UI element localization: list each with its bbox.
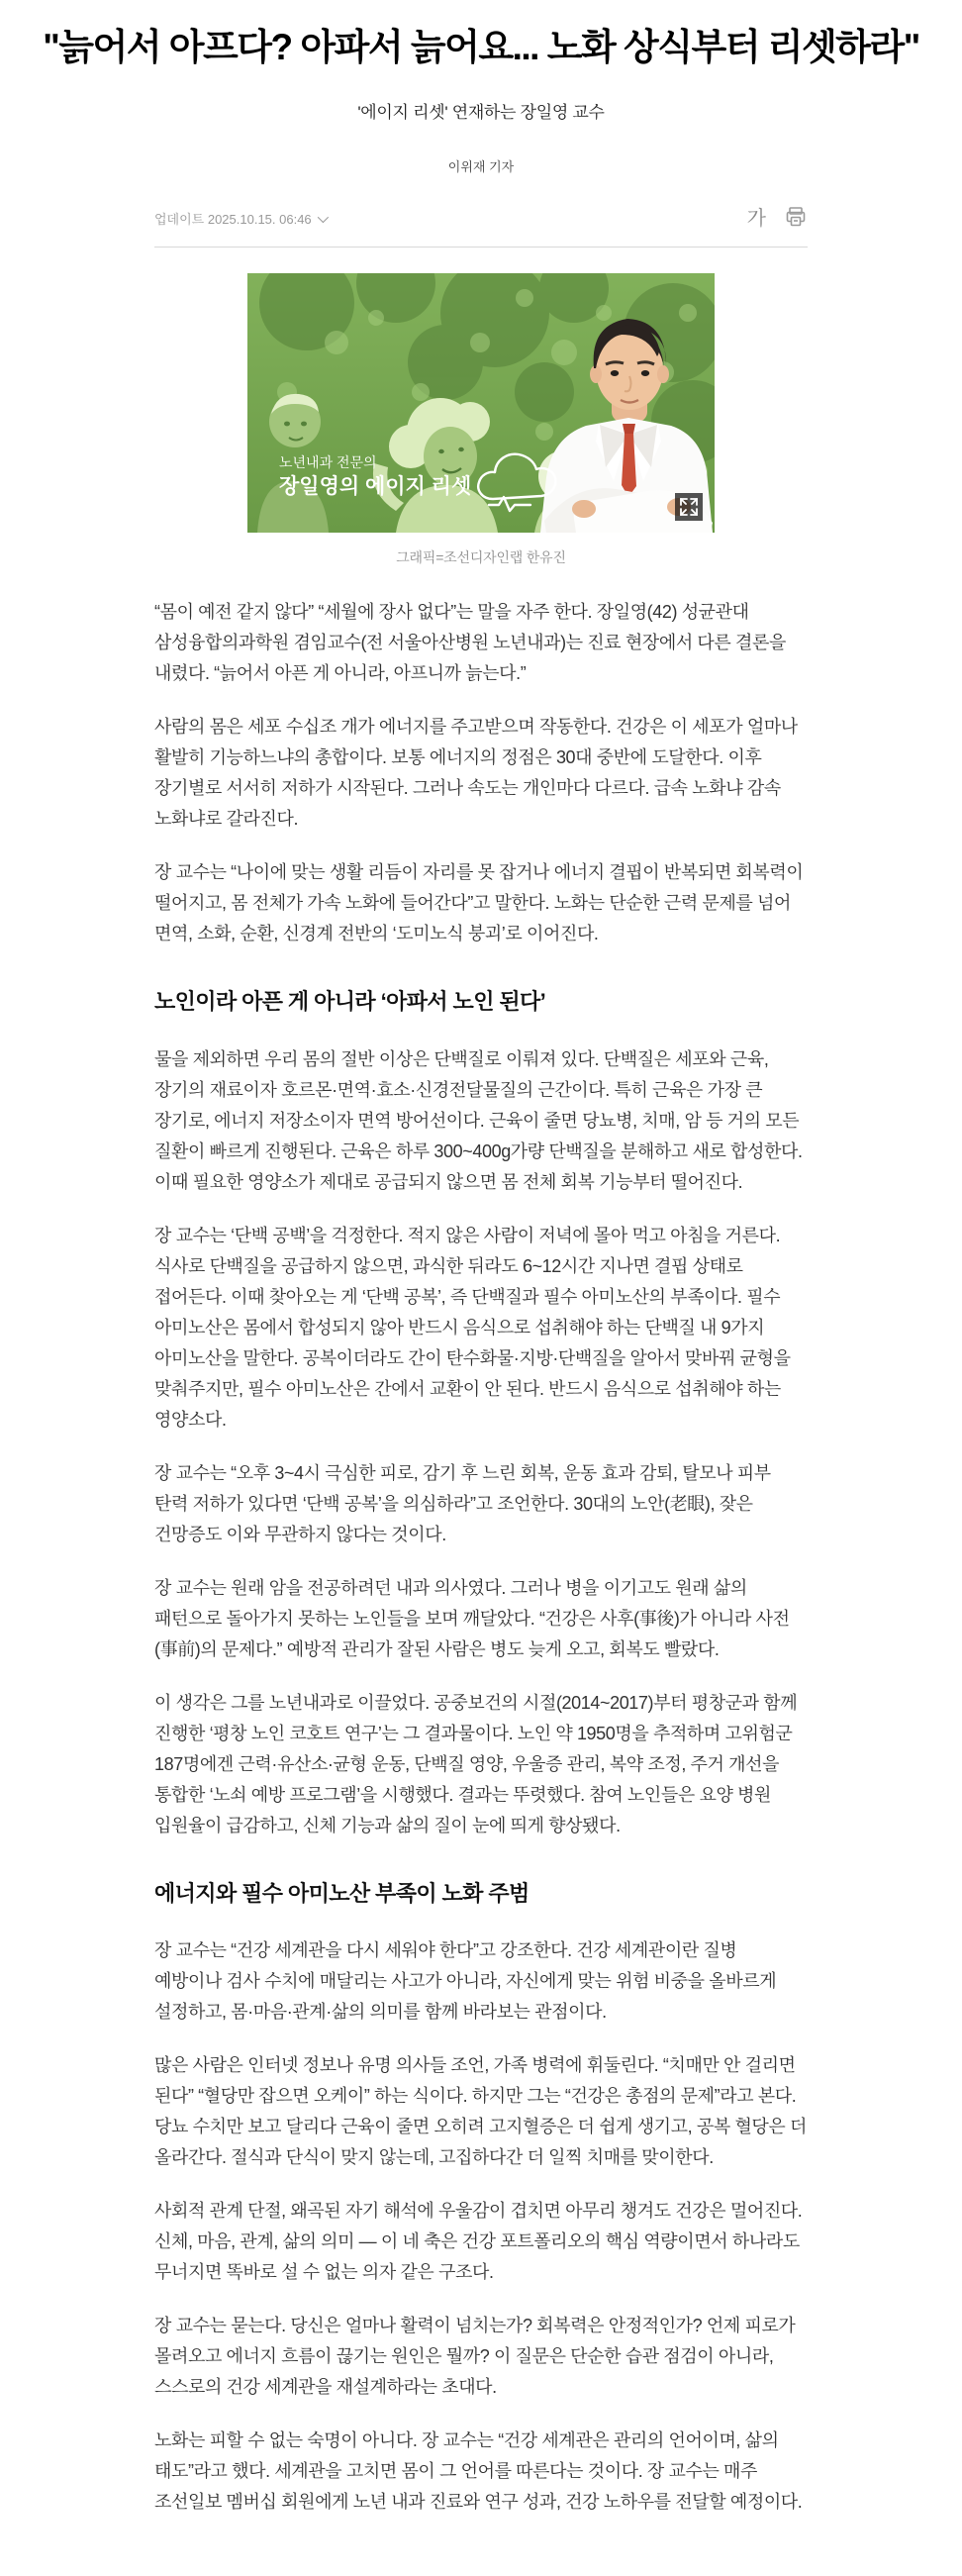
article-meta-row	[154, 205, 808, 248]
paragraph: “몸이 예전 같지 않다” “세월에 장사 없다”는 말을 자주 한다. 장일영(42) 성균관대 삼성융합의과학원 겸임교수(전 서울아산병원 노년내과)는 진료 현장에서 다른 결론을 내렸다. “늙어서 아픈 게 아니라, 아프니까 늙는다.”	[154, 601, 786, 683]
paragraph: 장 교수는 ‘단백 공백’을 걱정한다. 적지 않은 사람이 저녁에 몰아 먹고 아침을 거른다. 식사로 단백질을 공급하지 않으면, 과식한 뒤라도 6~12시간 지나면 결핍 상태로 접어든다. 이때 찾아오는 게 ‘단백 공복’, 즉 단백질과 필수 아미노산의 부족이다. 필수 아미노산은 몸에서 합성되지 않아 반드시 음식으로 섭취해야 하는 단백질 내 9가지 아미노산을 말한다. 공복이더라도 간이 탄수화물·지방·단백질을 알아서 맞바꿔 균형을 맞춰주지만, 필수 아미노산은 간에서 교환이 안 된다. 반드시 음식으로 섭취해야 하는 영양소다.	[154, 1225, 791, 1430]
section-heading: 에너지와 필수 아미노산 부족이 노화 주범	[154, 1880, 529, 1906]
article-subtitle: '에이지 리셋' 연재하는 장일영 교수	[357, 102, 605, 122]
paragraph: 장 교수는 묻는다. 당신은 얼마나 활력이 넘치는가? 회복력은 안정적인가? 언제 피로가 몰려오고 에너지 흐름이 끊기는 원인은 뭘까? 이 질문은 단순한 습관 점검이 아니라, 스스로의 건강 세계관을 재설계하라는 초대다.	[154, 2316, 796, 2398]
paragraph: 노화는 피할 수 없는 숙명이 아니다. 장 교수는 “건강 세계관은 관리의 언어이며, 삶의 태도”라고 했다. 세계관을 고치면 몸이 그 언어를 따른다는 것이다. 장 교수는 매주 조선일보 멤버십 회원에게 노년 내과 진료와 연구 성과, 건강 노하우를 전달할 예정이다.	[154, 2430, 803, 2513]
hero-illustration	[247, 273, 715, 533]
paragraph: 장 교수는 “건강 세계관을 다시 세워야 한다”고 강조한다. 건강 세계관이란 질병 예방이나 검사 수치에 매달리는 사고가 아니라, 자신에게 맞는 위험 비중을 올바르게 설정하고, 몸·마음·관계·삶의 의미를 함께 바라보는 관점이다.	[154, 1940, 777, 2023]
printer-icon	[784, 205, 808, 229]
font-size-button[interactable]: 가	[746, 207, 766, 230]
reporter-byline[interactable]: 이위재 기자	[447, 158, 515, 174]
updated-text: 업데이트 2025.10.15. 06:46	[154, 212, 312, 228]
updated-timestamp[interactable]	[154, 209, 326, 228]
article-hero-image	[247, 273, 715, 533]
paragraph: 물을 제외하면 우리 몸의 절반 이상은 단백질로 이뤄져 있다. 단백질은 세포와 근육, 장기의 재료이자 호르몬·면역·효소·신경전달물질의 근간이다. 특히 근육은 가장 큰 장기로, 에너지 저장소이자 면역 방어선이다. 근육이 줄면 당뇨병, 치매, 암 등 거의 모든 질환이 빠르게 진행된다. 근육은 하루 300~400g가량 단백질을 분해하고 새로 합성한다. 이때 필요한 영양소가 제대로 공급되지 않으면 몸 전체 회복 기능부터 떨어진다.	[154, 1048, 803, 1192]
article-body	[154, 597, 808, 2576]
paragraph: 많은 사람은 인터넷 정보나 유명 의사들 조언, 가족 병력에 휘둘린다. “치매만 안 걸리면 된다” “혈당만 잡으면 오케이” 하는 식이다. 하지만 그는 “건강은 총점의 문제”라고 본다. 당뇨 수치만 보고 달리다 근육이 줄면 오히려 고지혈증은 더 쉽게 생기고, 공복 혈당은 더 올라간다. 절식과 단식이 맞지 않는데, 고집하다간 더 일찍 치매를 맞이한다.	[154, 2055, 807, 2168]
paragraph: 이 생각은 그를 노년내과로 이끌었다. 공중보건의 시절(2014~2017)부터 평창군과 함께 진행한 ‘평창 노인 코호트 연구’는 그 결과물이다. 노인 약 1950명을 추적하며 고위험군 187명에겐 근력·유산소·균형 운동, 단백질 영양, 우울증 관리, 복약 조정, 주거 개선을 통합한 ‘노쇠 예방 프로그램’을 시행했다. 결과는 뚜렷했다. 참여 노인들은 요양 병원 입원율이 급감하고, 신체 기능과 삶의 질이 눈에 띄게 향상됐다.	[154, 1692, 798, 1835]
paragraph: 장 교수는 원래 암을 전공하려던 내과 의사였다. 그러나 병을 이기고도 원래 삶의 패턴으로 돌아가지 못하는 노인들을 보며 깨달았다. “건강은 사후(事後)가 아니라 사전(事前)의 문제다.” 예방적 관리가 잘된 사람은 병도 늦게 오고, 회복도 빨랐다.	[154, 1577, 790, 1659]
paragraph: 장 교수는 “나이에 맞는 생활 리듬이 자리를 못 잡거나 에너지 결핍이 반복되면 회복력이 떨어지고, 몸 전체가 가속 노화에 들어간다”고 말한다. 노화는 단순한 근력 문제를 넘어 면역, 소화, 순환, 신경계 전반의 ‘도미노식 붕괴’로 이어진다.	[154, 861, 804, 943]
print-button[interactable]	[784, 205, 808, 233]
paragraph: 사람의 몸은 세포 수십조 개가 에너지를 주고받으며 작동한다. 건강은 이 세포가 얼마나 활발히 기능하느냐의 총합이다. 보통 에너지의 정점은 30대 중반에 도달한다. 이후 장기별로 서서히 저하가 시작된다. 그러나 속도는 개인마다 다르다. 급속 노화냐 감속 노화냐로 갈라진다.	[154, 716, 798, 829]
article-header	[0, 24, 962, 175]
series-kicker: 노년내과 전문의	[279, 453, 377, 470]
article-tools	[747, 205, 808, 233]
expand-image-button[interactable]	[675, 493, 703, 521]
chevron-down-icon	[317, 212, 328, 223]
series-title: 장일영의 에이지 리셋	[279, 474, 472, 498]
expand-icon	[679, 497, 699, 517]
paragraph: 사회적 관계 단절, 왜곡된 자기 해석에 우울감이 겹치면 아무리 챙겨도 건강은 멀어진다. 신체, 마음, 관계, 삶의 의미 — 이 네 축은 건강 포트폴리오의 핵심 역량이면서 하나라도 무너지면 똑바로 설 수 없는 의자 같은 구조다.	[154, 2201, 803, 2283]
article-figure	[154, 273, 808, 567]
page-title: "늙어서 아프다? 아파서 늙어요... 노화 상식부터 리셋하라"	[43, 27, 919, 67]
paragraph: 장 교수는 “오후 3~4시 극심한 피로, 감기 후 느린 회복, 운동 효과 감퇴, 탈모나 피부 탄력 저하가 있다면 ‘단백 공복’을 의심하라”고 조언한다. 30대의 노안(老眼), 잦은 건망증도 이와 무관하지 않다는 것이다.	[154, 1462, 771, 1544]
image-caption: 그래픽=조선디자인랩 한유진	[396, 548, 566, 565]
section-heading: 노인이라 아픈 게 아니라 ‘아파서 노인 된다’	[154, 988, 546, 1014]
